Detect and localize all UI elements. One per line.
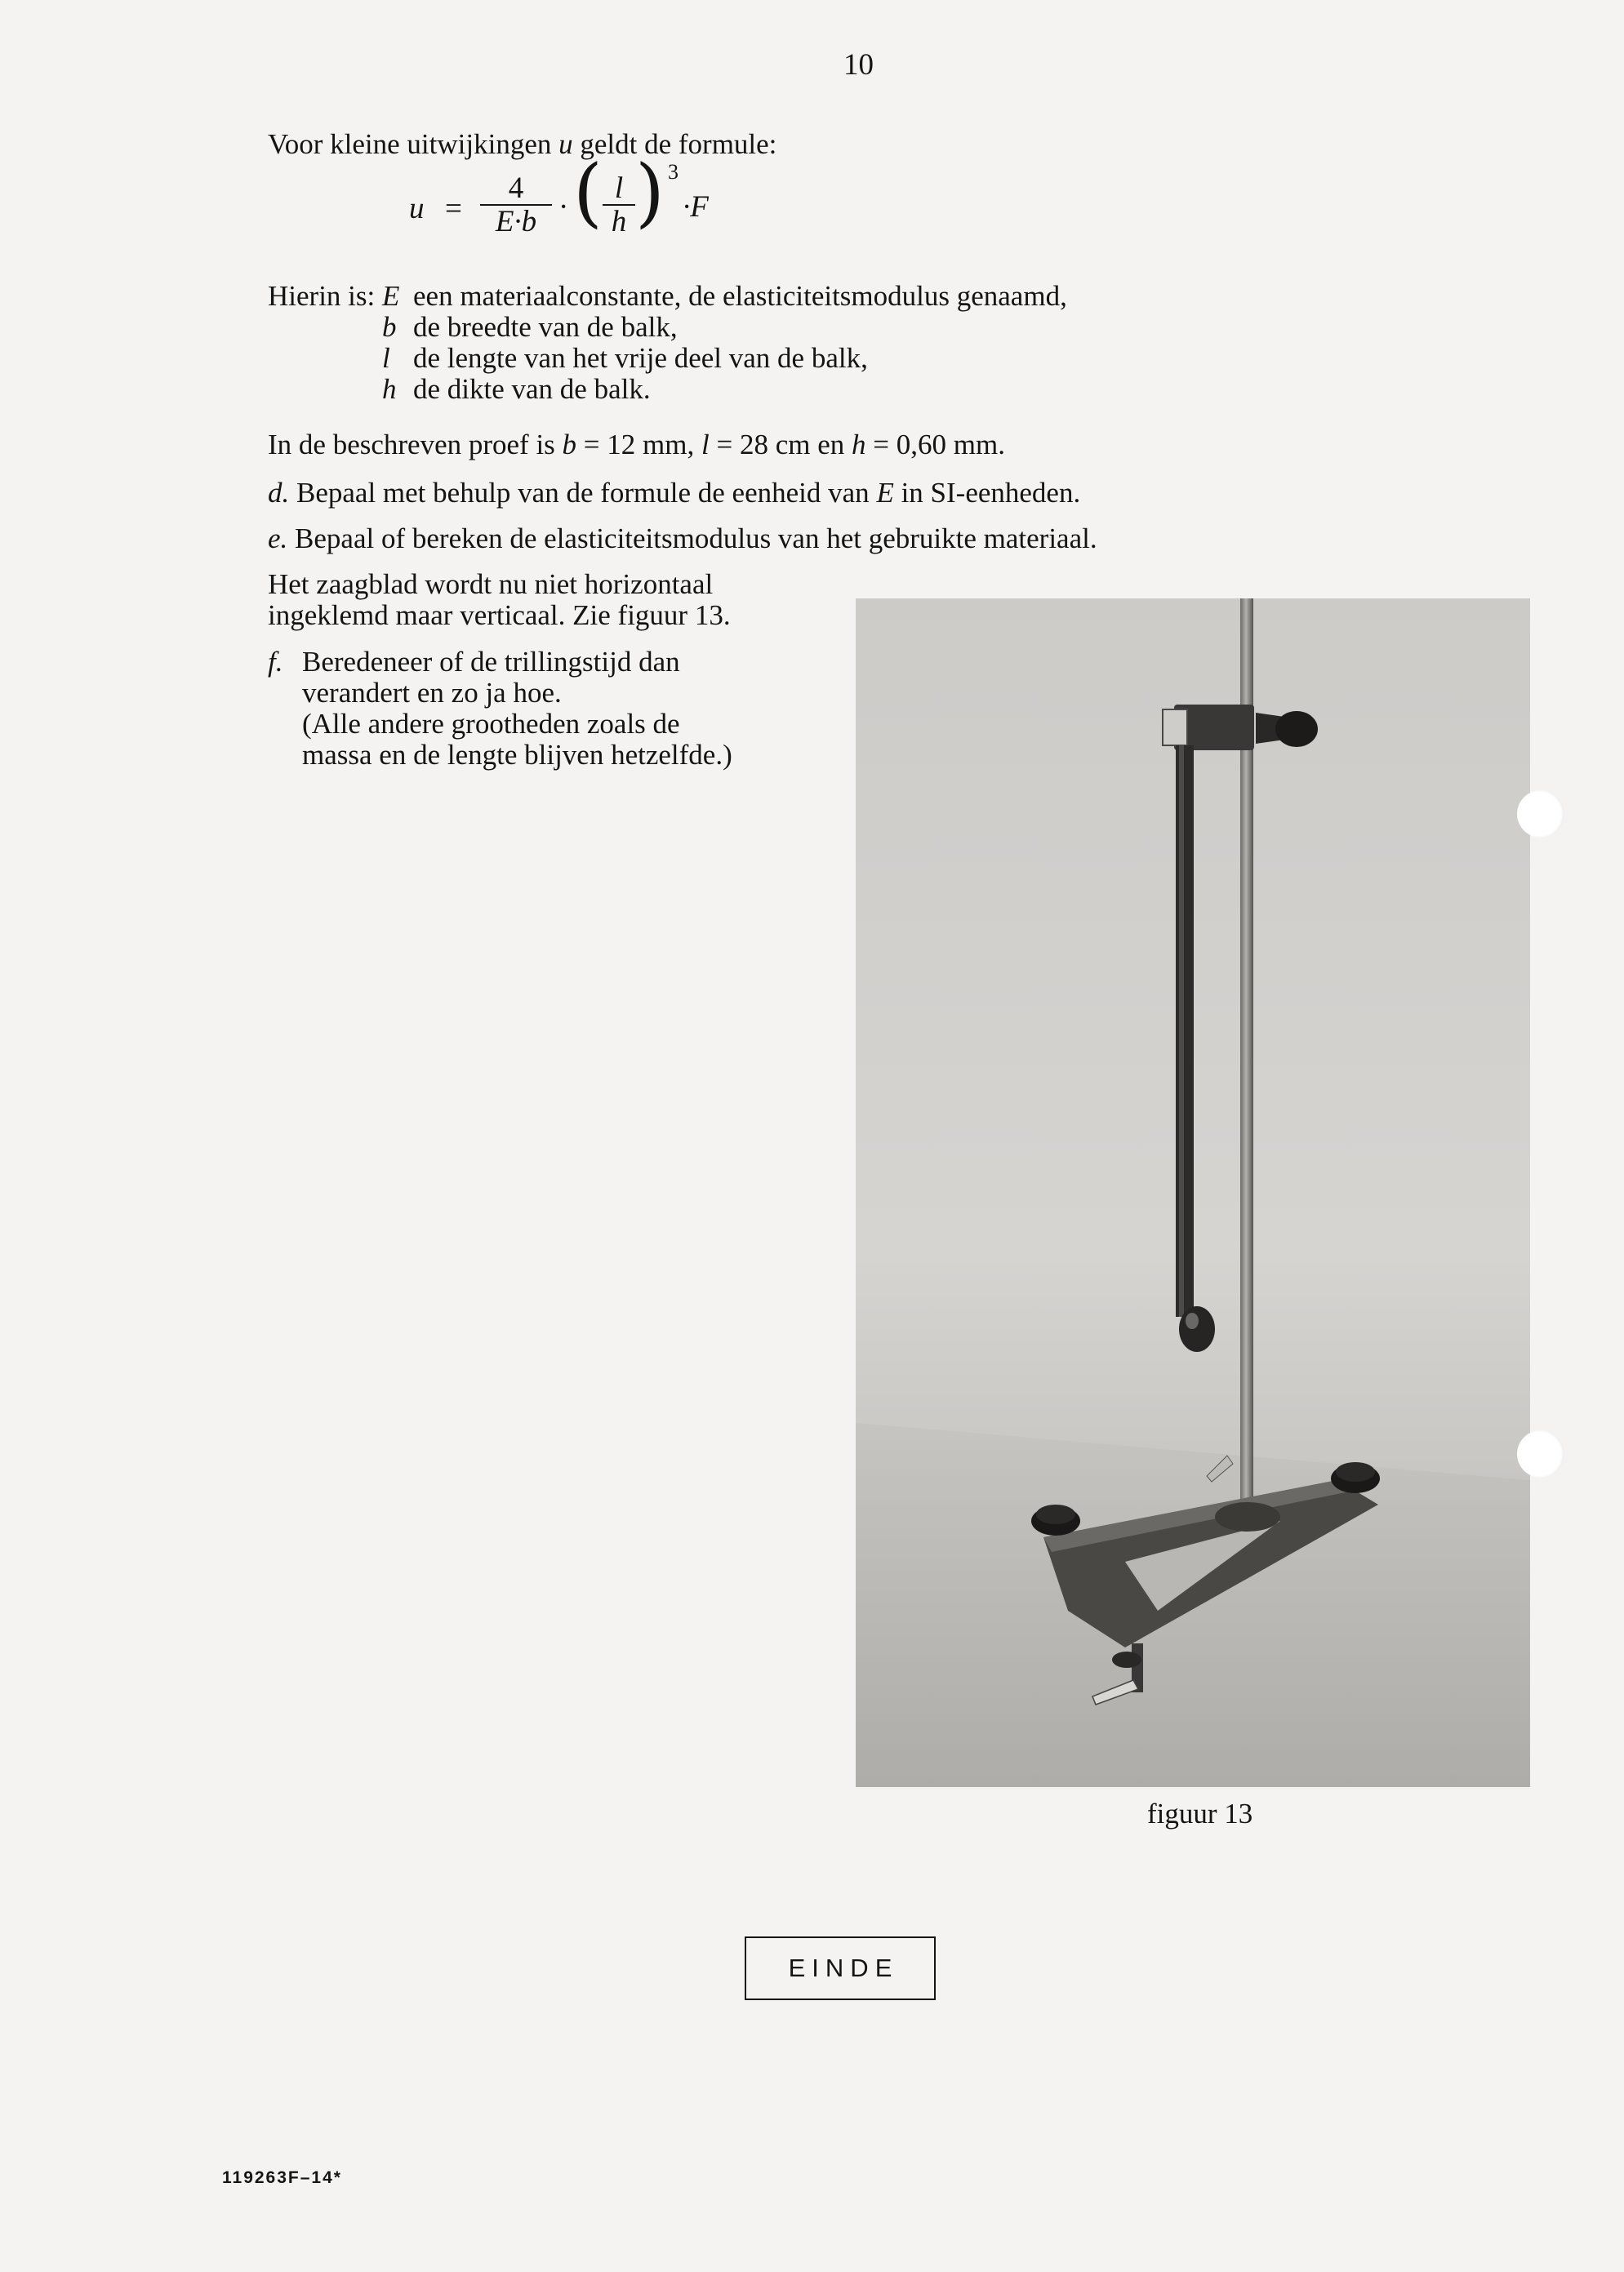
given-values — [268, 429, 1005, 460]
definition-symbol: b — [382, 311, 397, 343]
formula-tail: ·F — [683, 190, 709, 224]
vertical-clamp-text — [268, 569, 731, 631]
question-text: Bepaal of bereken de elasticiteitsmodulus van het gebruikte materiaal. — [287, 522, 1097, 554]
formula-lhs: u — [409, 192, 425, 225]
question-e — [268, 523, 1097, 554]
intro-after: geldt de formule: — [572, 128, 777, 160]
given-var: h — [852, 429, 866, 460]
question-var: E — [876, 477, 894, 509]
end-label: EINDE — [788, 1954, 899, 1982]
paragraph-line: Het zaagblad wordt nu niet horizontaal — [268, 568, 714, 600]
punch-hole — [1517, 1430, 1564, 1478]
formula-exponent: 3 — [668, 160, 679, 184]
figure-caption: figuur 13 — [1147, 1798, 1253, 1830]
definition-symbol: E — [382, 280, 400, 312]
question-line: verandert en zo ja hoe. — [302, 677, 562, 709]
formula-coefficient — [480, 173, 552, 238]
coef-denominator: E·b — [495, 205, 537, 238]
formula-ratio — [603, 173, 635, 238]
given-text: = 28 cm en — [709, 429, 852, 460]
question-text: in SI-eenheden. — [893, 477, 1081, 509]
intro-var: u — [558, 128, 573, 160]
given-text: In de beschreven proef is — [268, 429, 563, 460]
question-text: Bepaal met behulp van de formule de eenheid van — [289, 477, 877, 509]
question-f — [268, 647, 732, 771]
definition-symbol: l — [382, 342, 390, 374]
definition-text: een materiaalconstante, de elasticiteitsmodulus genaamd, — [413, 280, 1067, 312]
blade-weight — [1179, 1306, 1215, 1352]
given-text: = 12 mm, — [576, 429, 701, 460]
coef-numerator: 4 — [508, 171, 524, 205]
ratio-denominator: h — [611, 205, 627, 238]
question-letter: d. — [268, 477, 290, 509]
stand-illustration — [856, 598, 1530, 1787]
question-letter: e. — [268, 522, 288, 554]
given-text: = 0,60 mm. — [865, 429, 1005, 460]
given-var: b — [562, 429, 577, 460]
question-letter: f. — [268, 646, 283, 678]
end-box — [745, 1936, 936, 2000]
definitions-list — [382, 281, 1280, 411]
formula — [0, 0, 1624, 269]
right-paren: ) — [635, 149, 665, 236]
intro-before: Voor kleine uitwijkingen — [268, 128, 559, 160]
formula-dot: · — [558, 190, 569, 224]
question-line: massa en de lengte blijven hetzelfde.) — [302, 739, 732, 771]
saw-blade — [1176, 745, 1194, 1317]
left-paren: ( — [573, 149, 603, 236]
clamp-knob — [1275, 711, 1318, 747]
punch-hole — [1517, 790, 1564, 838]
formula-equals: = — [445, 192, 462, 225]
definition-text: de breedte van de balk, — [413, 311, 678, 343]
given-var: l — [701, 429, 710, 460]
figure-13-photo — [856, 598, 1530, 1787]
definition-symbol: h — [382, 373, 397, 405]
definitions-lead: Hierin is: — [268, 280, 376, 312]
question-line: (Alle andere grootheden zoals de — [302, 708, 680, 740]
definition-text: de lengte van het vrije deel van de balk, — [413, 342, 868, 374]
exam-code: 119263F–14* — [222, 2168, 342, 2187]
page-number: 10 — [843, 48, 874, 82]
question-d — [268, 478, 1080, 509]
question-line: Beredeneer of de trillingstijd dan — [302, 646, 680, 678]
paragraph-line: ingeklemd maar verticaal. Zie figuur 13. — [268, 599, 731, 631]
ratio-numerator: l — [614, 171, 624, 205]
definition-text: de dikte van de balk. — [413, 373, 651, 405]
